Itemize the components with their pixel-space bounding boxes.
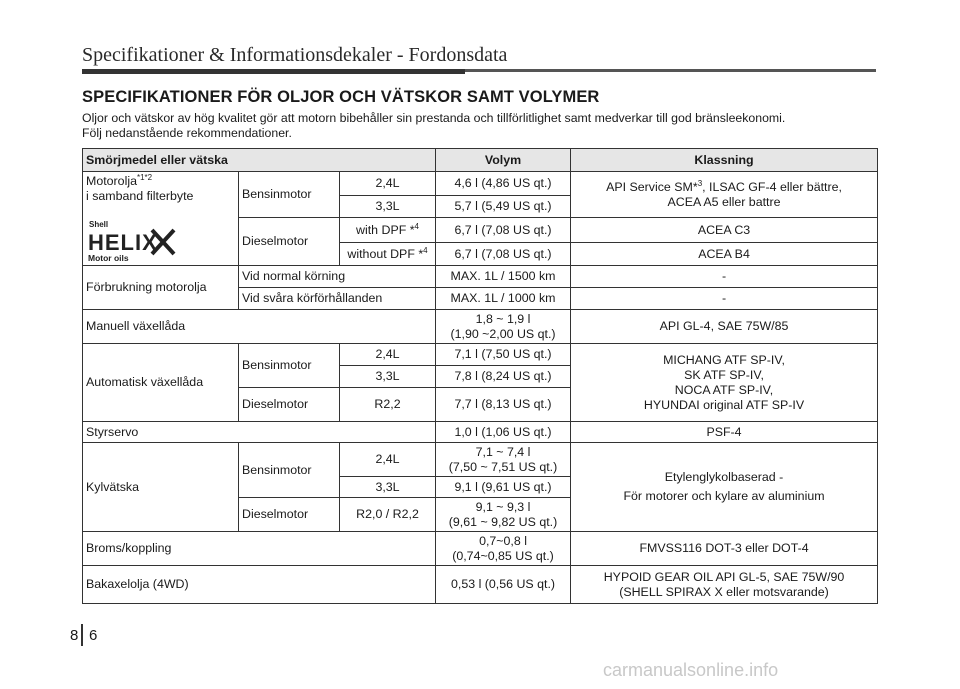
automatic-gasoline: Bensinmotor [239, 344, 340, 388]
motor-oil-gasoline: Bensinmotor [239, 172, 340, 218]
motor-oil-variant: with DPF *$^4$ [340, 218, 436, 243]
consumption-condition: Vid normal körning [239, 266, 436, 288]
manual-rating: API GL-4, SAE 75W/85 [571, 310, 878, 344]
coolant-volume: 9,1 ~ 9,3 l (9,61 ~ 9,82 US qt.) [436, 498, 571, 532]
rear-axle-volume: 0,53 l (0,56 US qt.) [436, 566, 571, 604]
rear-axle-rating: HYPOID GEAR OIL API GL-5, SAE 75W/90 (SHELL SPIRAX X eller motsvarande) [571, 566, 878, 604]
consumption-rating: - [571, 288, 878, 310]
coolant-diesel: Dieselmotor [239, 498, 340, 532]
coolant-variant: 3,3L [340, 477, 436, 498]
page-header-title: Specifikationer & Informationsdekaler - Fordonsdata [82, 44, 508, 66]
automatic-variant: 3,3L [340, 366, 436, 388]
automatic-label: Automatisk växellåda [83, 344, 239, 422]
logo-shell-text: Shell [89, 220, 109, 229]
consumption-label: Förbrukning motorolja [83, 266, 239, 310]
coolant-volume: 7,1 ~ 7,4 l (7,50 ~ 7,51 US qt.) [436, 443, 571, 477]
logo-helix-text: HELIX [88, 230, 158, 255]
automatic-diesel: Dieselmotor [239, 388, 340, 422]
motor-oil-volume: 5,7 l (5,49 US qt.) [436, 196, 571, 218]
power-steering-rating: PSF-4 [571, 422, 878, 443]
brake-label: Broms/koppling [83, 532, 436, 566]
coolant-rating: Etylenglykolbaserad - För motorer och kylare av aluminium [571, 443, 878, 532]
shell-helix-logo [86, 218, 178, 264]
consumption-volume: MAX. 1L / 1500 km [436, 266, 571, 288]
table-row [83, 266, 878, 288]
power-steering-label: Styrservo [83, 422, 436, 443]
brake-volume: 0,7~0,8 l (0,74~0,85 US qt.) [436, 532, 571, 566]
coolant-variant: R2,0 / R2,2 [340, 498, 436, 532]
automatic-volume: 7,8 l (8,24 US qt.) [436, 366, 571, 388]
consumption-volume: MAX. 1L / 1000 km [436, 288, 571, 310]
coolant-label: Kylvätska [83, 443, 239, 532]
header-lubricant: Smörjmedel eller vätska [83, 149, 436, 172]
motor-oil-gasoline-rating: API Service SM*$^3$, ILSAC GF-4 eller bättre, ACEA A5 eller battre [571, 172, 878, 218]
automatic-volume: 7,7 l (8,13 US qt.) [436, 388, 571, 422]
header-rating: Klassning [571, 149, 878, 172]
table-row [83, 566, 878, 604]
motor-oil-rating: ACEA B4 [571, 243, 878, 266]
automatic-rating: MICHANG ATF SP-IV, SK ATF SP-IV, NOCA ATF SP-IV, HYUNDAI original ATF SP-IV [571, 344, 878, 422]
table-row [83, 344, 878, 366]
manual-volume: 1,8 ~ 1,9 l (1,90 ~2,00 US qt.) [436, 310, 571, 344]
intro-line-2: Följ nedanstående rekommendationer. [82, 126, 292, 140]
motor-oil-rating: ACEA C3 [571, 218, 878, 243]
motor-oil-volume: 6,7 l (7,08 US qt.) [436, 218, 571, 243]
section-title: SPECIFIKATIONER FÖR OLJOR OCH VÄTSKOR SAMT VOLYMER [82, 88, 600, 106]
brake-rating: FMVSS116 DOT-3 eller DOT-4 [571, 532, 878, 566]
chapter-number: 8 [70, 627, 79, 644]
automatic-variant: 2,4L [340, 344, 436, 366]
watermark-text: carmanualsonline.info [603, 660, 779, 680]
consumption-rating: - [571, 266, 878, 288]
table-row [83, 172, 878, 196]
page-number: 6 [89, 627, 98, 644]
table-row [83, 443, 878, 477]
manual-label: Manuell växellåda [83, 310, 436, 344]
motor-oil-volume: 4,6 l (4,86 US qt.) [436, 172, 571, 196]
header-rule-accent [82, 69, 465, 74]
logo-tagline-text: Motor oils [88, 253, 129, 263]
coolant-variant: 2,4L [340, 443, 436, 477]
intro-paragraph [82, 111, 882, 141]
footer-divider [81, 624, 83, 646]
power-steering-volume: 1,0 l (1,06 US qt.) [436, 422, 571, 443]
rear-axle-label: Bakaxelolja (4WD) [83, 566, 436, 604]
table-header-row [83, 149, 878, 172]
intro-line-1: Oljor och vätskor av hög kvalitet gör att motorn bibehåller sin prestanda och tillförlitlighet samt medverkar till god bränsleekonomi. [82, 111, 786, 125]
automatic-volume: 7,1 l (7,50 US qt.) [436, 344, 571, 366]
motor-oil-diesel: Dieselmotor [239, 218, 340, 266]
automatic-variant: R2,2 [340, 388, 436, 422]
table-row [83, 422, 878, 443]
motor-oil-sublabel: i samband filterbyte [86, 189, 194, 203]
header-volume: Volym [436, 149, 571, 172]
coolant-gasoline: Bensinmotor [239, 443, 340, 498]
table-row [83, 310, 878, 344]
motor-oil-volume: 6,7 l (7,08 US qt.) [436, 243, 571, 266]
motor-oil-variant: without DPF *$^4$ [340, 243, 436, 266]
coolant-volume: 9,1 l (9,61 US qt.) [436, 477, 571, 498]
spec-table [82, 148, 878, 604]
motor-oil-variant: 2,4L [340, 172, 436, 196]
motor-oil-label: Motorolja$^{*1*2}$ [86, 172, 153, 188]
consumption-condition: Vid svåra körförhållanden [239, 288, 436, 310]
motor-oil-variant: 3,3L [340, 196, 436, 218]
table-row [83, 532, 878, 566]
motor-oil-cell [83, 172, 239, 266]
